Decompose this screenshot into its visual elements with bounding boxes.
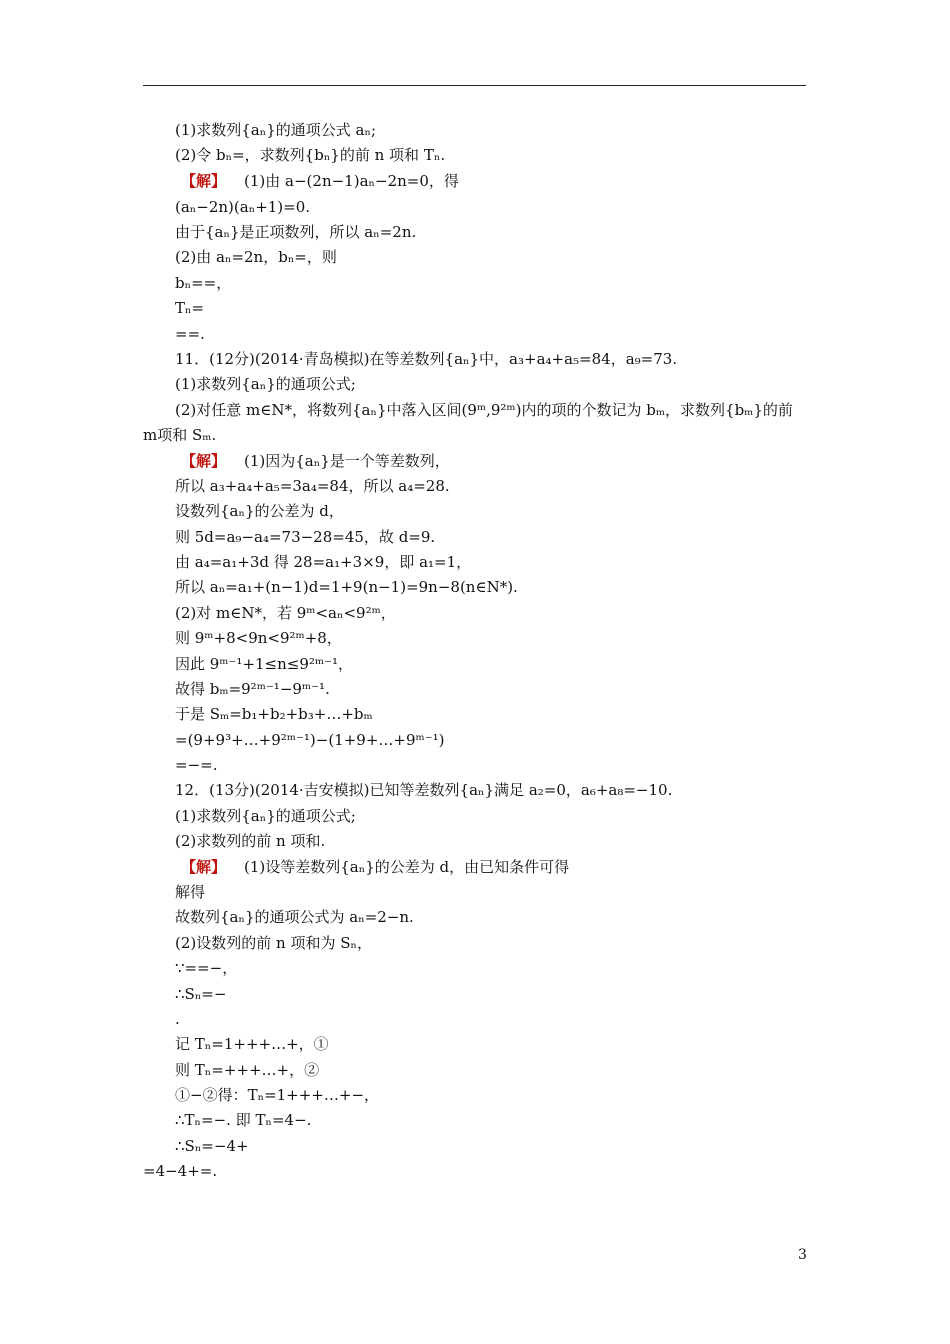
problem-heading: 12．(13分)(2014·吉安模拟)已知等差数列{aₙ}满足 a₂=0，a₆+a₈=−10. [175, 781, 673, 799]
text-line: (2)由 aₙ=2n，bₙ=，则 [175, 248, 337, 266]
text-line: m项和 Sₘ. [143, 426, 217, 444]
text-line: 设数列{aₙ}的公差为 d， [175, 502, 344, 520]
text-line: 解得 [175, 883, 206, 901]
text-line: 所以 aₙ=a₁+(n−1)d=1+9(n−1)=9n−8(n∈N*). [175, 578, 518, 596]
text-line: ①−②得：Tₙ=1+++…+−， [175, 1086, 380, 1104]
text-line: ∴Tₙ=−. 即 Tₙ=4−. [175, 1111, 312, 1129]
solution-tag: 【解】 [181, 172, 227, 190]
solution-line: 【解】 (1)因为{aₙ}是一个等差数列， [181, 452, 450, 470]
text-line: 由于{aₙ}是正项数列，所以 aₙ=2n. [175, 223, 417, 241]
text-line: Tₙ= [175, 299, 205, 317]
text-line: (2)设数列的前 n 项和为 Sₙ， [175, 934, 372, 952]
problem-heading: 11．(12分)(2014·青岛模拟)在等差数列{aₙ}中，a₃+a₄+a₅=84，a₉=73. [175, 350, 678, 368]
text-line: 所以 a₃+a₄+a₅=3a₄=84，所以 a₄=28. [175, 477, 450, 495]
text-line: =−=. [175, 756, 218, 774]
text-line: 故得 bₘ=9²ᵐ⁻¹−9ᵐ⁻¹. [175, 680, 330, 698]
text-line: ∴Sₙ=− [175, 985, 227, 1003]
text-line: (1)求数列{aₙ}的通项公式 aₙ; [175, 121, 377, 139]
text-line: . [175, 1010, 180, 1028]
text-line: 记 Tₙ=1+++…+，① [175, 1035, 329, 1053]
solution-line: 【解】 (1)由 a−(2n−1)aₙ−2n=0，得 [181, 172, 459, 190]
text-line: 则 9ᵐ+8<9n<9²ᵐ+8， [175, 629, 342, 647]
text-line: (1)求数列{aₙ}的通项公式; [175, 807, 356, 825]
text-line: (aₙ−2n)(aₙ+1)=0. [175, 198, 311, 216]
solution-line: 【解】 (1)设等差数列{aₙ}的公差为 d，由已知条件可得 [181, 858, 570, 876]
text-line: bₙ==， [175, 274, 232, 292]
text-line: =4−4+=. [143, 1162, 218, 1180]
solution-tag: 【解】 [181, 858, 227, 876]
text-line: (2)对 m∈N*，若 9ᵐ<aₙ<9²ᵐ， [175, 604, 396, 622]
page-number: 3 [798, 1247, 807, 1263]
text-line: =(9+9³+…+9²ᵐ⁻¹)−(1+9+…+9ᵐ⁻¹) [175, 731, 445, 749]
text-line: 因此 9ᵐ⁻¹+1≤n≤9²ᵐ⁻¹， [175, 655, 354, 673]
text-line: ∴Sₙ=−4+ [175, 1137, 249, 1155]
text-line: (2)对任意 m∈N*，将数列{aₙ}中落入区间(9ᵐ,9²ᵐ)内的项的个数记为 bₘ，求数列{bₘ}的前 [175, 401, 793, 419]
text-line: (1)求数列{aₙ}的通项公式; [175, 375, 356, 393]
text-line: ∵==−， [175, 959, 238, 977]
text-line: 则 Tₙ=+++…+，② [175, 1061, 320, 1079]
text-line: ==. [175, 325, 205, 343]
text-line: (2)令 bₙ=，求数列{bₙ}的前 n 项和 Tₙ. [175, 146, 446, 164]
solution-tag: 【解】 [181, 452, 227, 470]
text-line: (2)求数列的前 n 项和. [175, 832, 326, 850]
text-line: 于是 Sₘ=b₁+b₂+b₃+…+bₘ [175, 705, 373, 723]
text-line: 则 5d=a₉−a₄=73−28=45，故 d=9. [175, 528, 436, 546]
text-line: 由 a₄=a₁+3d 得 28=a₁+3×9，即 a₁=1， [175, 553, 472, 571]
text-line: 故数列{aₙ}的通项公式为 aₙ=2−n. [175, 908, 414, 926]
